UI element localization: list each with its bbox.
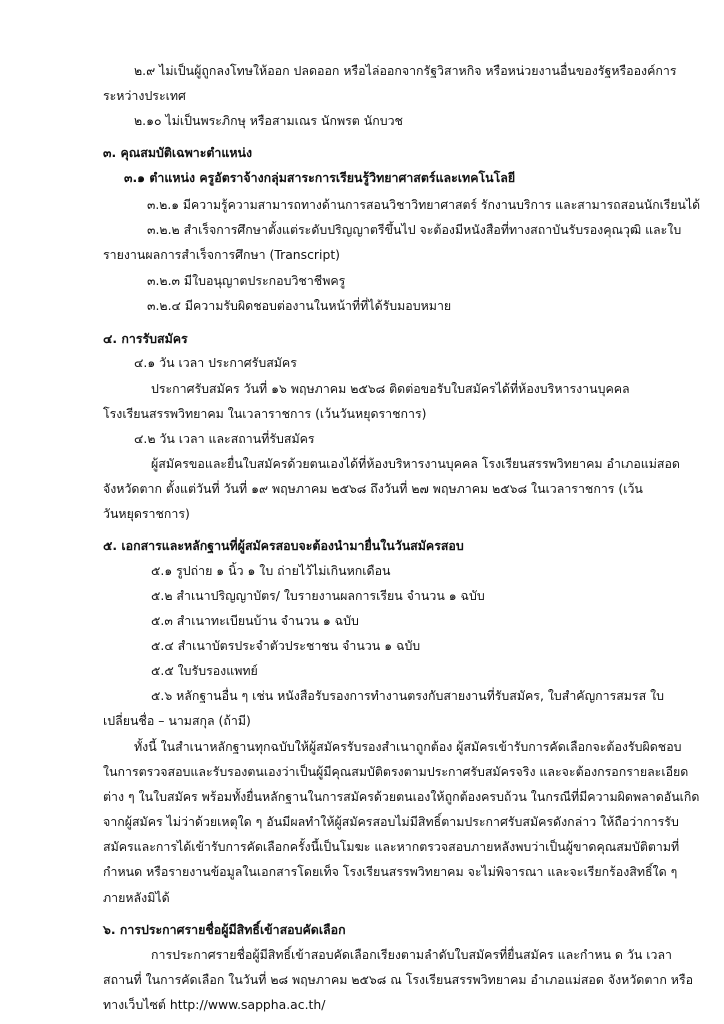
item-5-5: ๕.๕ ใบรับรองแพทย์ — [151, 663, 258, 679]
item-5-2: ๕.๒ สำเนาปริญญาบัตร/ ใบรายงานผลการเรียน จำนวน ๑ ฉบับ — [151, 587, 485, 603]
section-4-1-line1: ประกาศรับสมัคร วันที่ ๑๖ พฤษภาคม ๒๕๖๘ ติดต่อขอรับใบสมัครได้ที่ห้องบริหารงานบุคคล — [151, 380, 630, 396]
section-4-1-line2: โรงเรียนสรรพวิทยาคม ในเวลาราชการ (เว้นวันหยุดราชการ) — [103, 405, 427, 421]
item-5-4: ๕.๔ สำเนาบัตรประจำตัวประชาชน จำนวน ๑ ฉบับ — [151, 637, 421, 653]
section-3-1-subheading: ๓.๑ ตำแหน่ง ครูอัตราจ้างกลุ่มสาระการเรียนรู้วิทยาศาสตร์และเทคโนโลยี — [124, 170, 516, 186]
section-5-heading: ๕. เอกสารและหลักฐานที่ผู้สมัครสอบจะต้องนำมายื่นในวันสมัครสอบ — [103, 538, 464, 554]
section-3-heading: ๓. คุณสมบัติเฉพาะตำแหน่ง — [103, 145, 253, 161]
section-6-line2: สถานที่ ในการคัดเลือก ในวันที่ ๒๘ พฤษภาคม ๒๕๖๘ ณ โรงเรียนสรรพวิทยาคม อำเภอแม่สอด จังหวัดตาก หรือ — [103, 971, 694, 987]
section-4-2-line3: วันหยุดราชการ) — [103, 506, 190, 522]
section-5-paragraph-line4: จากผู้สมัคร ไม่ว่าด้วยเหตุใด ๆ อันมีผลทำให้ผู้สมัครสอบไม่มีสิทธิ์ตามประกาศรับสมัครดังกล่าว ให้ถือว่าการรับ — [103, 814, 679, 830]
item-3-2-2-line1: ๓.๒.๒ สำเร็จการศึกษาตั้งแต่ระดับปริญญาตรีขึ้นไป จะต้องมีหนังสือที่ทางสถาบันรับรองคุณวุฒิ และใบ — [147, 221, 682, 237]
section-4-2-line2: จังหวัดตาก ตั้งแต่วันที่ วันที่ ๑๙ พฤษภาคม ๒๕๖๘ ถึงวันที่ ๒๗ พฤษภาคม ๒๕๖๘ ในเวลาราชการ (เว้น — [103, 481, 643, 497]
section-4-heading: ๔. การรับสมัคร — [103, 331, 188, 347]
section-5-paragraph-line5: สมัครและการได้เข้ารับการคัดเลือกครั้งนี้เป็นโมฆะ และหากตรวจสอบภายหลังพบว่าเป็นผู้ขาดคุณสมบัติตามที่ — [103, 839, 680, 855]
item-2-9-line2: ระหว่างประเทศ — [103, 88, 186, 104]
section-4-2-title: ๔.๒ วัน เวลา และสถานที่รับสมัคร — [134, 430, 315, 446]
section-6-line3: ทางเว็บไซต์ http://www.sappha.ac.th/ — [103, 997, 326, 1012]
section-5-paragraph-line6: กำหนด หรือรายงานข้อมูลในเอกสารโดยเท็จ โรงเรียนสรรพวิทยาคม จะไม่พิจารณา และจะเรียกร้องสิทธิ์ใด ๆ — [103, 864, 678, 880]
section-4-1-title: ๔.๑ วัน เวลา ประกาศรับสมัคร — [134, 355, 297, 371]
item-5-1: ๕.๑ รูปถ่าย ๑ นิ้ว ๑ ใบ ถ่ายไว้ไม่เกินหกเดือน — [151, 563, 391, 579]
item-5-6-line2: เปลี่ยนชื่อ – นามสกุล (ถ้ามี) — [103, 713, 251, 729]
section-6-heading: ๖. การประกาศรายชื่อผู้มีสิทธิ์เข้าสอบคัดเลือก — [103, 921, 346, 937]
item-5-6-line1: ๕.๖ หลักฐานอื่น ๆ เช่น หนังสือรับรองการทำงานตรงกับสายงานที่รับสมัคร, ใบสำคัญการสมรส ใบ — [151, 688, 665, 704]
item-2-10: ๒.๑๐ ไม่เป็นพระภิกษุ หรือสามเณร นักพรต นักบวช — [134, 113, 403, 129]
item-5-3: ๕.๓ สำเนาทะเบียนบ้าน จำนวน ๑ ฉบับ — [151, 612, 359, 628]
item-3-2-2-line2: รายงานผลการสำเร็จการศึกษา (Transcript) — [103, 246, 341, 262]
item-2-9-line1: ๒.๙ ไม่เป็นผู้ถูกลงโทษให้ออก ปลดออก หรือไล่ออกจากรัฐวิสาหกิจ หรือหน่วยงานอื่นของรัฐหรือองค์การ — [134, 63, 677, 78]
section-5-paragraph-line7: ภายหลังมิได้ — [103, 889, 170, 905]
item-3-2-1: ๓.๒.๑ มีความรู้ความสามารถทางด้านการสอนวิชาวิทยาศาสตร์ รักงานบริการ และสามารถสอนนักเรียนได้ — [147, 196, 701, 212]
section-4-2-line1: ผู้สมัครขอและยื่นใบสมัครด้วยตนเองได้ที่ห้องบริหารงานบุคคล โรงเรียนสรรพวิทยาคม อำเภอแม่สอด — [151, 456, 680, 471]
section-5-paragraph-line1: ทั้งนี้ ในสำเนาหลักฐานทุกฉบับให้ผู้สมัครรับรองสำเนาถูกต้อง ผู้สมัครเข้ารับการคัดเลือกจะต้องรับผิดชอบ — [134, 738, 682, 754]
section-5-paragraph-line2: ในการตรวจสอบและรับรองตนเองว่าเป็นผู้มีคุณสมบัติตรงตามประกาศรับสมัครจริง และจะต้องกรอกรายละเอียด — [103, 763, 689, 779]
section-6-line1: การประกาศรายชื่อผู้มีสิทธิ์เข้าสอบคัดเลือกเรียงตามลำดับใบสมัครที่ยื่นสมัคร และกำหน ด วัน เวลา — [151, 946, 672, 962]
item-3-2-3: ๓.๒.๓ มีใบอนุญาตประกอบวิชาชีพครู — [147, 273, 346, 288]
item-3-2-4: ๓.๒.๔ มีความรับผิดชอบต่องานในหน้าที่ที่ได้รับมอบหมาย — [147, 298, 452, 314]
section-5-paragraph-line3: ต่าง ๆ ในใบสมัคร พร้อมทั้งยื่นหลักฐานในการสมัครด้วยตนเองให้ถูกต้องครบถ้วน ในกรณีที่มีความผิดพลาดอันเกิด — [103, 788, 700, 804]
